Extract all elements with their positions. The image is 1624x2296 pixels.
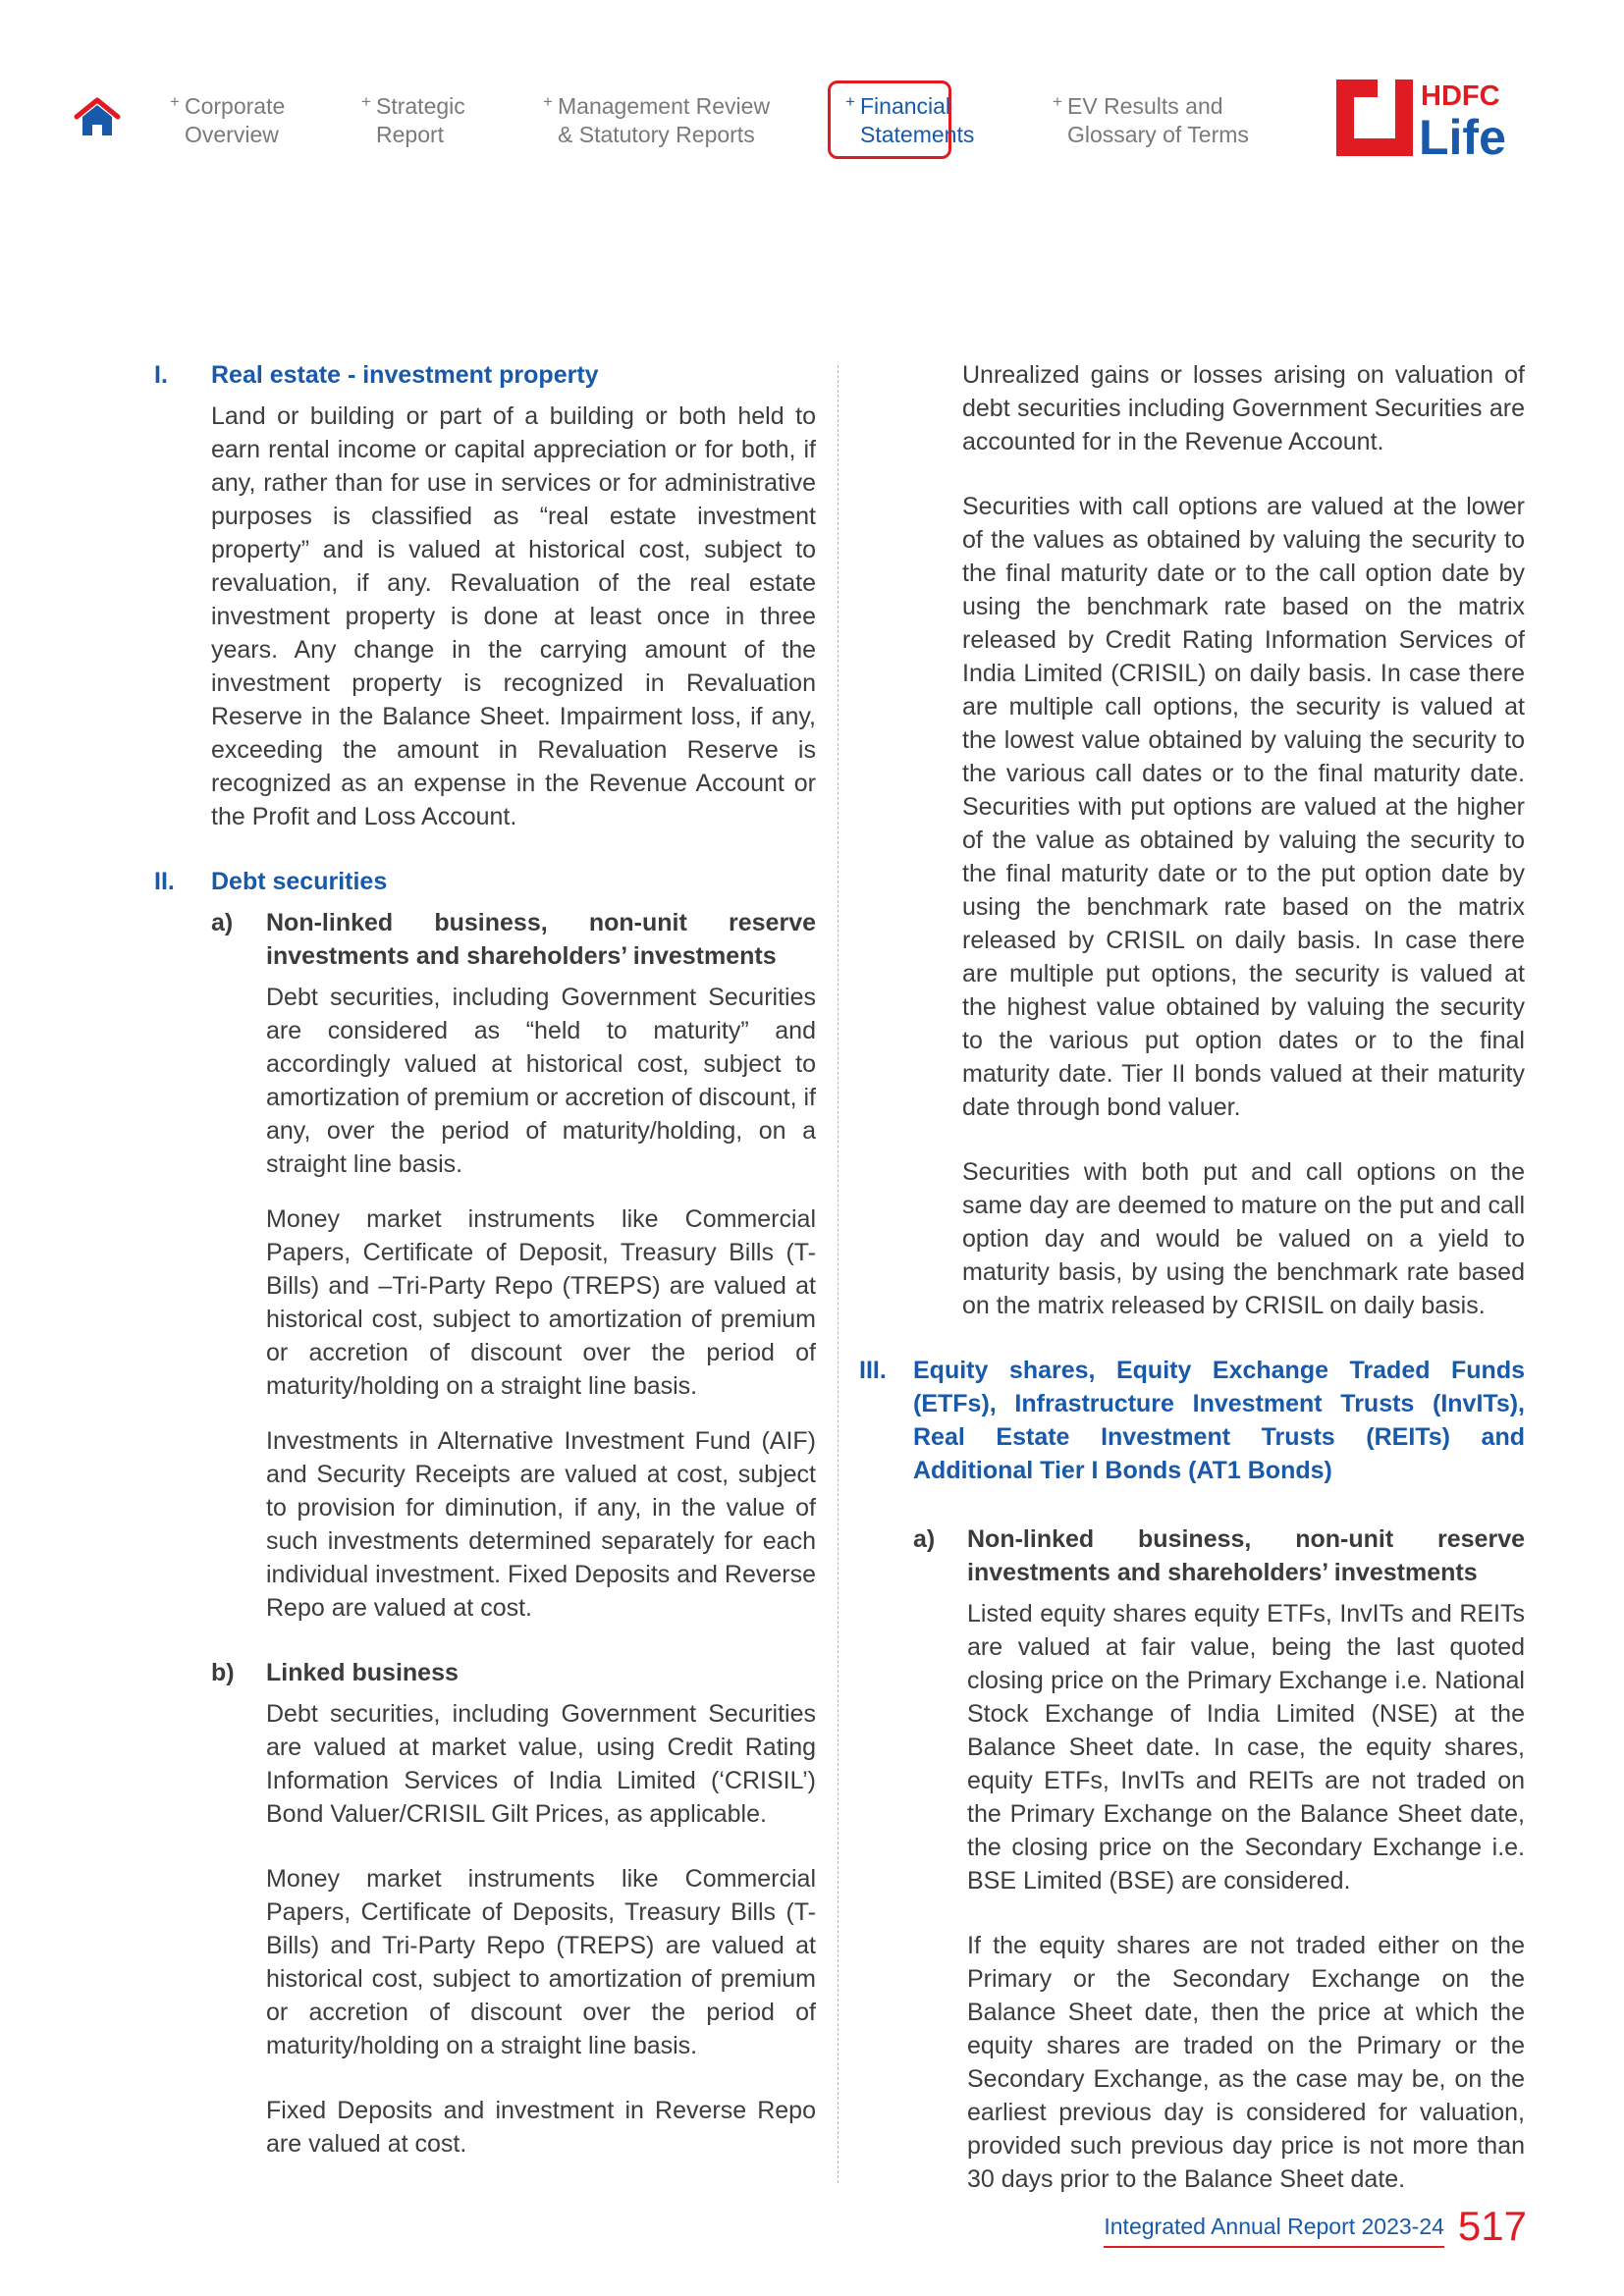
column-divider [838, 365, 839, 2183]
nav-label-line2: Statements [860, 122, 975, 147]
paragraph: If the equity shares are not traded either on the Primary or the Secondary Exchange on the Balance Sheet date, then the price at which the equity shares are traded on the Primary or the Secondary Exchange, as the case may be, on the earliest previous day is considered for valuation, provided such previous day price is not more than 30 days prior to the Balance Sheet date. [967, 1932, 1525, 2193]
plus-icon: + [845, 92, 855, 111]
plus-icon: + [170, 92, 180, 111]
paragraph: Securities with both put and call options on the same day are deemed to mature on the put and call option day and would be valued on a yield to maturity basis, by using the benchmark rate based on the matrix released by CRISIL on daily basis. [962, 1158, 1525, 1319]
nav-financial-statements[interactable] [845, 92, 975, 149]
nav-label-line2: Report [376, 122, 445, 147]
page-footer [1104, 2205, 1527, 2248]
nav-ev-results[interactable] [1053, 92, 1249, 149]
subsection-linked [211, 1656, 816, 2161]
nav-label-line2: Overview [185, 122, 279, 147]
section-debt-securities [154, 865, 816, 2161]
subsection-number: a) [211, 909, 234, 936]
report-title: Integrated Annual Report 2023-24 [1104, 2213, 1444, 2248]
section-real-estate [154, 358, 816, 833]
right-column [859, 358, 1525, 2196]
section-heading: Equity shares, Equity Exchange Traded Funds (ETFs), Infrastructure Investment Trusts (InvITs), Real Estate Investment Trusts (REITs) and Additional Tier I Bonds (AT1 Bonds) [913, 1357, 1525, 1484]
svg-text:Life: Life [1419, 110, 1506, 158]
nav-label-line2: & Statutory Reports [558, 122, 755, 147]
nav-label-line1: Corporate [185, 93, 286, 119]
section-heading: Real estate - investment property [211, 361, 599, 389]
nav-label-line1: Management Review [558, 93, 771, 119]
nav-management-review[interactable] [543, 92, 771, 149]
subsection-heading: Non-linked business, non-unit reserve investments and shareholders’ investments [266, 909, 816, 970]
subsection-heading: Linked business [266, 1659, 459, 1686]
paragraph: Unrealized gains or losses arising on valuation of debt securities including Government Securities are accounted for in the Revenue Account. [962, 361, 1525, 455]
section-number: III. [859, 1357, 887, 1384]
paragraph: Fixed Deposits and investment in Reverse Repo are valued at cost. [266, 2097, 816, 2158]
home-icon[interactable] [73, 94, 122, 139]
svg-text:HDFC: HDFC [1421, 80, 1500, 112]
nav-strategic-report[interactable] [361, 92, 465, 149]
subsection-number: a) [913, 1525, 936, 1553]
subsection-heading: Non-linked business, non-unit reserve investments and shareholders’ investments [967, 1525, 1525, 1586]
plus-icon: + [1053, 92, 1062, 111]
nav-label-line1: EV Results and [1067, 93, 1223, 119]
paragraph: Money market instruments like Commercial Papers, Certificate of Deposits, Treasury Bills (T-Bills) and Tri-Party Repo (TREPS) are valued at historical cost, subject to amortization of premium or accretion of discount over the period of maturity/holding on a straight line basis. [266, 1865, 816, 2059]
plus-icon: + [361, 92, 371, 111]
section-equity-shares [859, 1354, 1525, 2196]
paragraph: Investments in Alternative Investment Fund (AIF) and Security Receipts are valued at cost, subject to provision for diminution, if any, in the value of such investments determined separately for each individual investment. Fixed Deposits and Reverse Repo are valued at cost. [266, 1427, 816, 1622]
plus-icon: + [543, 92, 553, 111]
subsection-non-linked [913, 1522, 1525, 2196]
section-number: II. [154, 868, 175, 895]
section-heading: Debt securities [211, 868, 388, 895]
paragraph: Securities with call options are valued at the lower of the values as obtained by valuing the security to the final maturity date or to the call option date by using the benchmark rate based on the matrix released by Credit Rating Information Services of India Limited (CRISIL) on daily basis. In case there are multiple call options, the security is valued at the lowest value obtained by valuing the security to the various call dates or to the final maturity date. Securities with put options are valued at the higher of the value as obtained by valuing the security to the final maturity date or to the put option date by using the benchmark rate based on the matrix released by CRISIL on daily basis. In case there are multiple put options, the security is valued at the highest value obtained by valuing the security to the various put option dates or to the final maturity date. Tier II bonds valued at their maturity date through bond valuer. [962, 493, 1525, 1121]
paragraph: Debt securities, including Government Securities are considered as “held to maturity” and accordingly valued at historical cost, subject to amortization of premium or accretion of discount, if any, over the period of maturity/holding, on a straight line basis. [266, 984, 816, 1178]
paragraph: Land or building or part of a building or both held to earn rental income or capital appreciation or for both, if any, rather than for use in services or for administrative purposes is classified as “real estate investment property” and is valued at historical cost, subject to revaluation, if any. Revaluation of the real estate investment property is done at least once in three years. Any change in the carrying amount of the investment property is recognized in Revaluation Reserve in the Balance Sheet. Impairment loss, if any, exceeding the amount in Revaluation Reserve is recognized as an expense in the Revenue Account or the Profit and Loss Account. [211, 402, 816, 830]
paragraph: Debt securities, including Government Securities are valued at market value, using Credit Rating Information Services of India Limited (‘CRISIL’) Bond Valuer/CRISIL Gilt Prices, as applicable. [266, 1700, 816, 1828]
subsection-non-linked [211, 906, 816, 1625]
paragraph: Listed equity shares equity ETFs, InvITs and REITs are valued at fair value, being the last quoted closing price on the Primary Exchange i.e. National Stock Exchange of India Limited (NSE) at the Balance Sheet date. In case, the equity shares, equity ETFs, InvITs and REITs are not traded on the Primary Exchange on the Balance Sheet date, the closing price on the Secondary Exchange i.e. BSE Limited (BSE) are considered. [967, 1600, 1525, 1895]
nav-corporate-overview[interactable] [170, 92, 286, 149]
continued-text [859, 358, 1525, 1322]
subsection-number: b) [211, 1659, 235, 1686]
section-number: I. [154, 361, 168, 389]
nav-label-line1: Financial [860, 93, 951, 119]
nav-label-line1: Strategic [376, 93, 465, 119]
hdfc-life-logo [1336, 78, 1527, 158]
paragraph: Money market instruments like Commercial Papers, Certificate of Deposit, Treasury Bills (T-Bills) and –Tri-Party Repo (TREPS) are valued at historical cost, subject to amortization of premium or accretion of discount over the period of maturity/holding on a straight line basis. [266, 1205, 816, 1400]
nav-label-line2: Glossary of Terms [1067, 122, 1249, 147]
page-number: 517 [1457, 2203, 1527, 2249]
left-column [154, 358, 816, 2161]
